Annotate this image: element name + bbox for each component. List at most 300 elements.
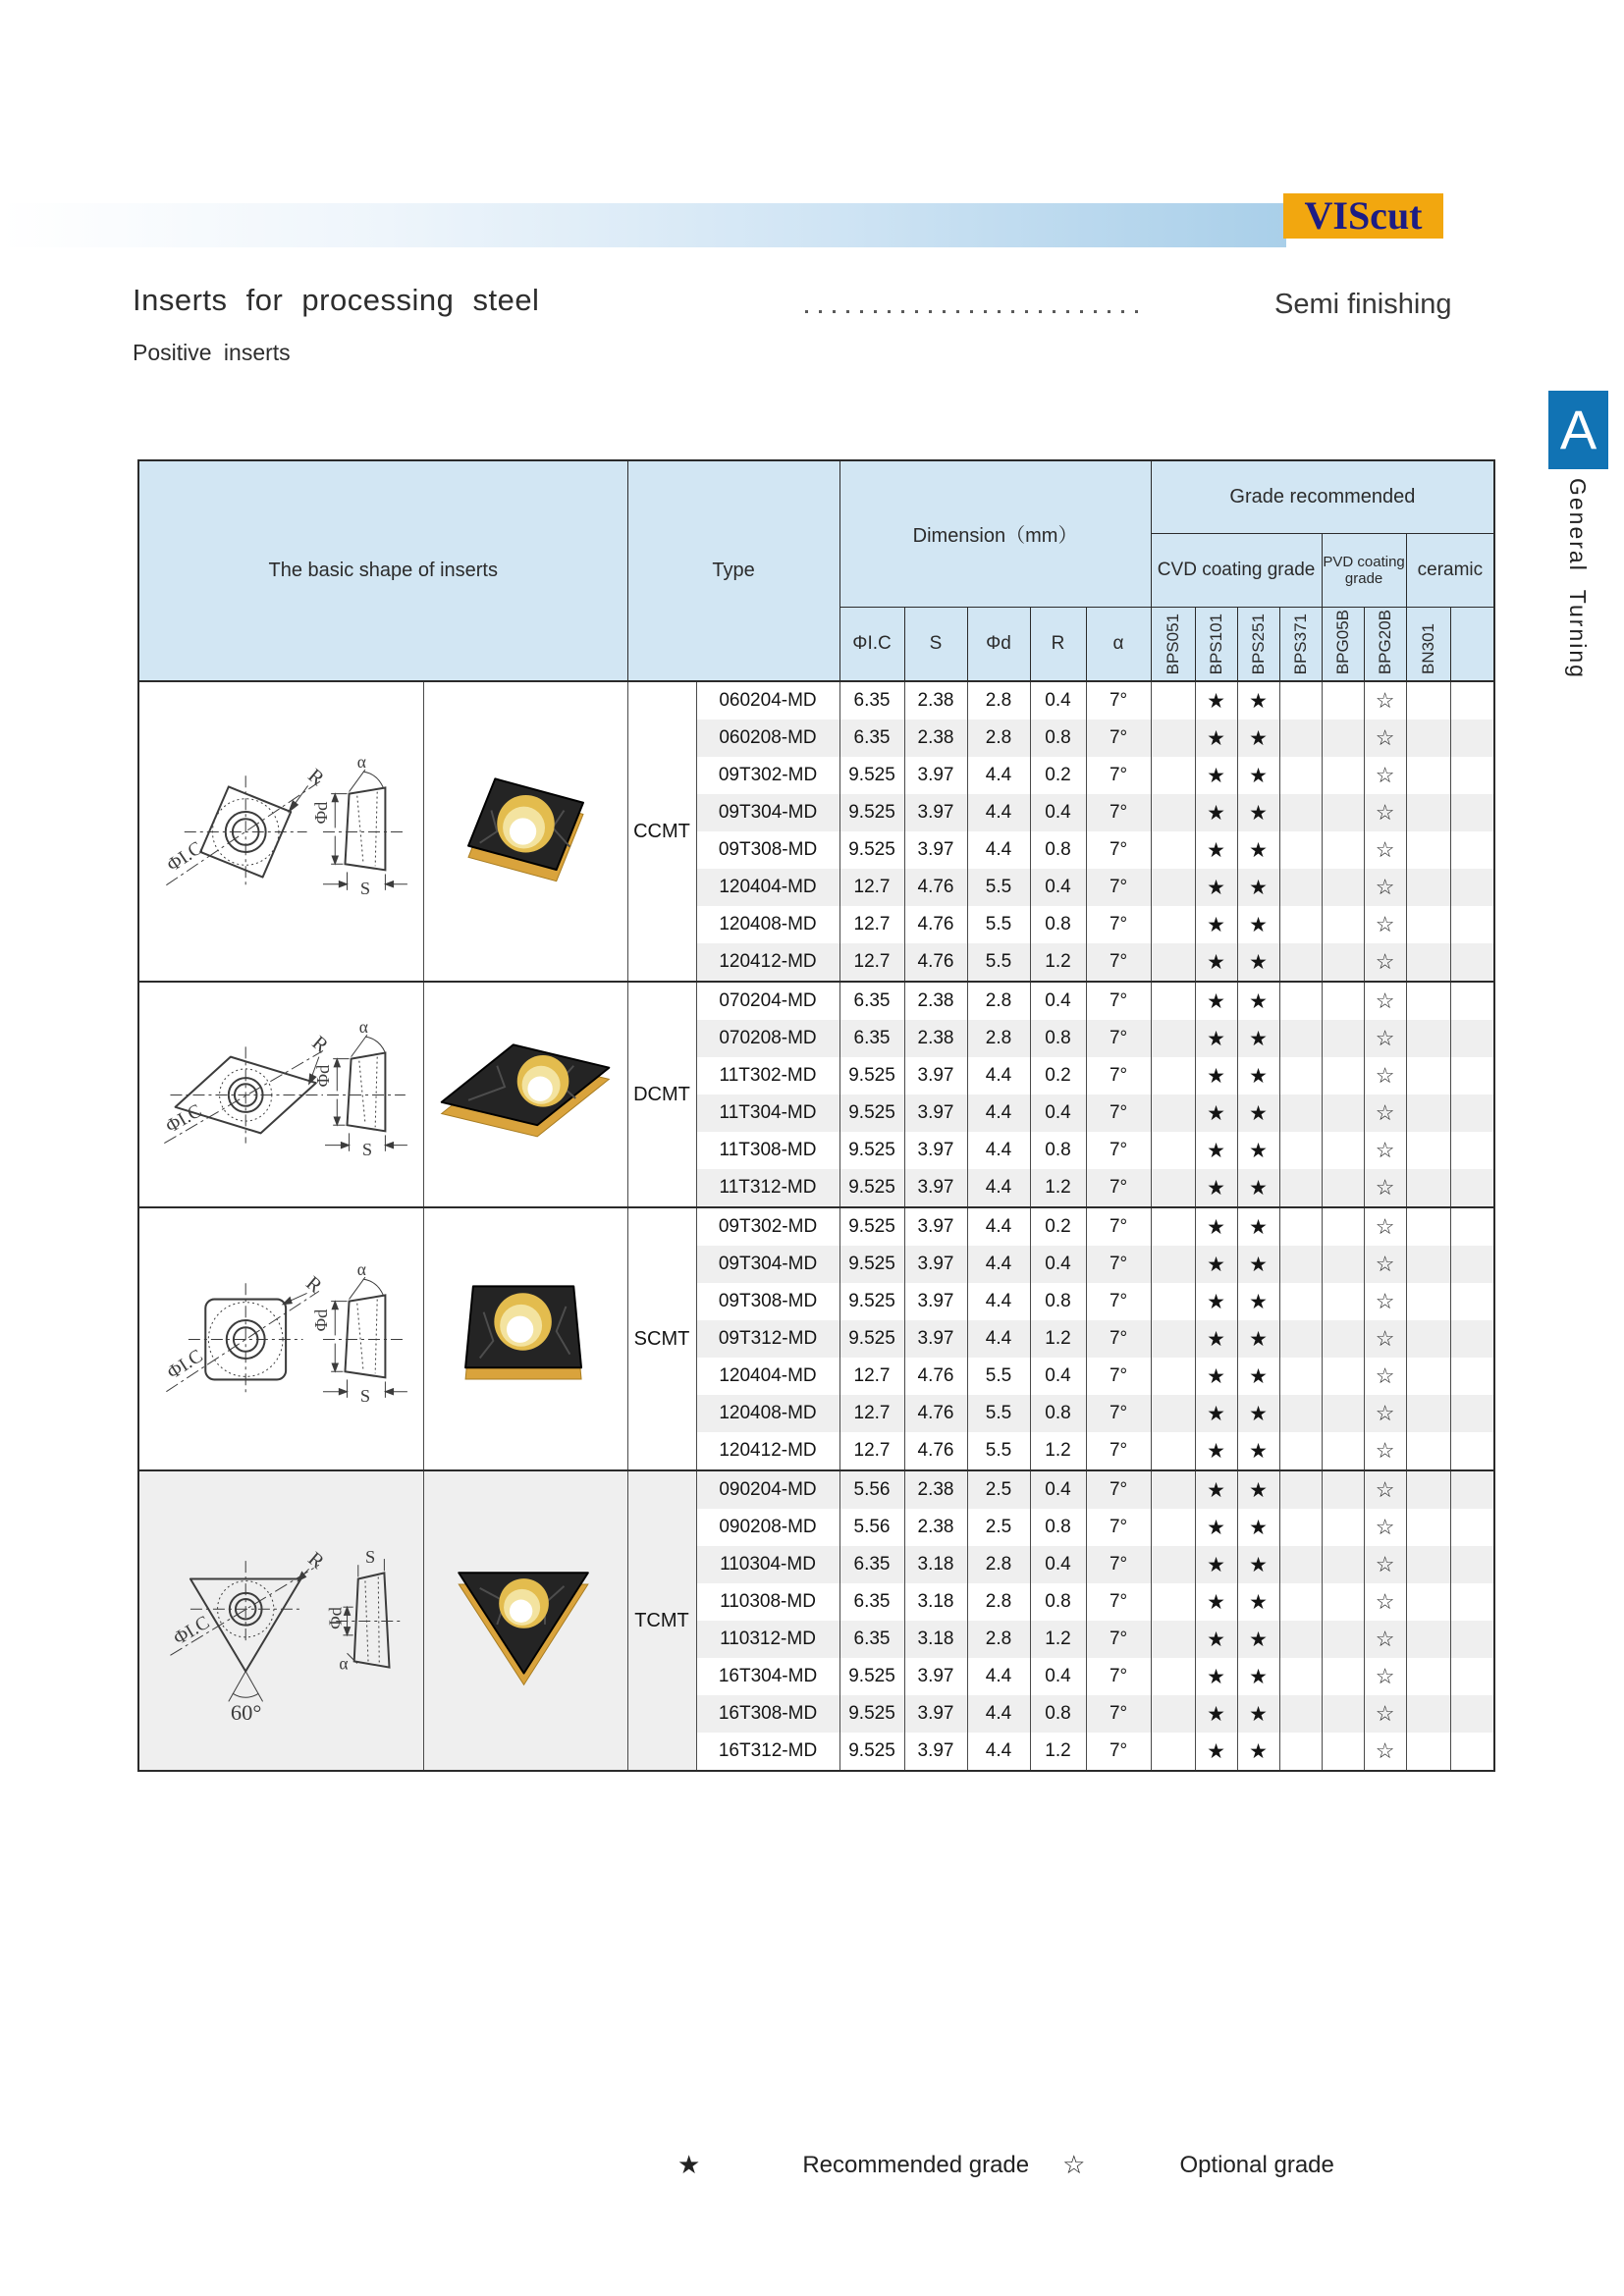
recommended-star-mark: ★ [1195, 1057, 1237, 1095]
grade-cell-empty [1406, 869, 1450, 906]
optional-star-mark: ☆ [1364, 1695, 1406, 1733]
svg-text:R: R [301, 1271, 327, 1298]
dim-cell: 7° [1086, 1432, 1151, 1470]
grade-cell-empty [1279, 757, 1322, 794]
dim-cell: 9.525 [839, 1283, 904, 1320]
dim-cell: 2.38 [904, 1509, 967, 1546]
dim-cell: 2.8 [967, 720, 1030, 757]
grade-cell-empty [1322, 982, 1364, 1020]
recommended-star-mark: ★ [1237, 869, 1279, 906]
recommended-star-mark: ★ [1195, 982, 1237, 1020]
recommended-star-mark: ★ [1195, 1432, 1237, 1470]
dim-cell: 3.97 [904, 1733, 967, 1771]
optional-star-mark: ☆ [1364, 1395, 1406, 1432]
dim-col-4: α [1086, 607, 1151, 681]
grade-cell-empty [1322, 757, 1364, 794]
grade-cell-empty [1279, 1320, 1322, 1358]
group-label-SCMT: SCMT [627, 1207, 696, 1470]
grade-cell-empty [1450, 906, 1494, 943]
optional-star-mark: ☆ [1364, 1057, 1406, 1095]
table-row [138, 1470, 1494, 1509]
dim-cell: 3.97 [904, 1320, 967, 1358]
recommended-star-mark: ★ [1237, 794, 1279, 831]
grade-cell-empty [1279, 1246, 1322, 1283]
grade-cell-empty [1322, 1395, 1364, 1432]
dim-cell: 4.4 [967, 1057, 1030, 1095]
dim-cell: 0.8 [1030, 1020, 1086, 1057]
dim-cell: 4.4 [967, 1733, 1030, 1771]
svg-text:S: S [360, 878, 371, 898]
optional-star-mark: ☆ [1364, 1320, 1406, 1358]
type-cell: 120408-MD [696, 1395, 839, 1432]
grade-cell-empty [1406, 1057, 1450, 1095]
recommended-star-mark: ★ [1195, 1020, 1237, 1057]
grade-cell-empty [1450, 982, 1494, 1020]
grade-cell-empty [1450, 1395, 1494, 1432]
dim-cell: 0.4 [1030, 1546, 1086, 1583]
scmt-diagram-cell [138, 1207, 423, 1470]
dim-cell: 12.7 [839, 1395, 904, 1432]
optional-star-mark: ☆ [1364, 1583, 1406, 1621]
grade-cell-empty [1279, 1695, 1322, 1733]
col-pvd-grade: PVD coating grade [1322, 533, 1406, 607]
grade-cell-empty [1279, 1509, 1322, 1546]
dim-cell: 7° [1086, 1621, 1151, 1658]
group-label-CCMT: CCMT [627, 681, 696, 982]
grade-cell-empty [1450, 1470, 1494, 1509]
grade-cell-empty [1450, 1169, 1494, 1207]
type-cell: 09T302-MD [696, 757, 839, 794]
page-subtitle: Positive inserts [133, 340, 291, 365]
recommended-star-mark: ★ [1237, 1509, 1279, 1546]
dim-cell: 7° [1086, 1095, 1151, 1132]
recommended-star-mark: ★ [1195, 1283, 1237, 1320]
dim-cell: 2.8 [967, 1621, 1030, 1658]
dim-cell: 9.525 [839, 757, 904, 794]
dim-cell: 4.4 [967, 1658, 1030, 1695]
col-cvd-grade: CVD coating grade [1151, 533, 1322, 607]
dim-cell: 12.7 [839, 1432, 904, 1470]
dcmt-insert-photo [430, 1018, 622, 1171]
type-cell: 09T304-MD [696, 794, 839, 831]
grade-cell-empty [1151, 1246, 1195, 1283]
type-cell: 09T312-MD [696, 1320, 839, 1358]
grade-cell-empty [1406, 1246, 1450, 1283]
dim-cell: 4.76 [904, 1432, 967, 1470]
grade-col-label: BPG05B [1333, 609, 1353, 674]
dim-cell: 3.97 [904, 1169, 967, 1207]
recommended-star-mark: ★ [1195, 794, 1237, 831]
grade-cell-empty [1279, 681, 1322, 720]
optional-star-mark: ☆ [1364, 1470, 1406, 1509]
recommended-star-mark: ★ [1237, 1733, 1279, 1771]
recommended-star-mark: ★ [1237, 1169, 1279, 1207]
type-cell: 120408-MD [696, 906, 839, 943]
dim-col-2: Φd [967, 607, 1030, 681]
grade-cell-empty [1279, 1621, 1322, 1658]
grade-cell-empty [1406, 1169, 1450, 1207]
grade-cell-empty [1279, 1283, 1322, 1320]
grade-cell-empty [1406, 757, 1450, 794]
type-cell: 090208-MD [696, 1509, 839, 1546]
dim-cell: 3.97 [904, 1695, 967, 1733]
svg-text:ΦI.C: ΦI.C [170, 1612, 214, 1649]
optional-star-mark: ☆ [1364, 794, 1406, 831]
grade-cell-empty [1450, 1621, 1494, 1658]
dim-cell: 2.5 [967, 1509, 1030, 1546]
grade-cell-empty [1151, 1320, 1195, 1358]
grade-cell-empty [1406, 1020, 1450, 1057]
grade-cell-empty [1279, 1658, 1322, 1695]
dim-cell: 0.4 [1030, 794, 1086, 831]
recommended-star-mark: ★ [1237, 720, 1279, 757]
type-cell: 060204-MD [696, 681, 839, 720]
grade-col-BPS371 [1279, 607, 1322, 681]
grade-cell-empty [1322, 1132, 1364, 1169]
type-cell: 11T302-MD [696, 1057, 839, 1095]
dim-col-1: S [904, 607, 967, 681]
type-cell: 120412-MD [696, 943, 839, 982]
dim-cell: 3.18 [904, 1583, 967, 1621]
grade-cell-empty [1322, 869, 1364, 906]
grade-col-label: BPS371 [1291, 613, 1311, 674]
grade-cell-empty [1279, 1733, 1322, 1771]
grade-cell-empty [1151, 1583, 1195, 1621]
grade-cell-empty [1151, 1621, 1195, 1658]
grade-cell-empty [1151, 681, 1195, 720]
grade-cell-empty [1279, 906, 1322, 943]
dim-cell: 4.4 [967, 1095, 1030, 1132]
dim-cell: 12.7 [839, 943, 904, 982]
optional-star-mark: ☆ [1364, 906, 1406, 943]
grade-cell-empty [1279, 1169, 1322, 1207]
dim-cell: 7° [1086, 1395, 1151, 1432]
dim-cell: 7° [1086, 1695, 1151, 1733]
grade-cell-empty [1406, 1207, 1450, 1246]
dim-cell: 2.8 [967, 681, 1030, 720]
dim-cell: 5.56 [839, 1509, 904, 1546]
optional-star-mark: ☆ [1364, 1207, 1406, 1246]
grade-cell-empty [1322, 1546, 1364, 1583]
dim-cell: 0.8 [1030, 1132, 1086, 1169]
type-cell: 11T308-MD [696, 1132, 839, 1169]
optional-star-mark: ☆ [1364, 831, 1406, 869]
dim-cell: 5.56 [839, 1470, 904, 1509]
dim-cell: 3.18 [904, 1546, 967, 1583]
svg-text:S: S [362, 1139, 373, 1159]
dim-cell: 7° [1086, 831, 1151, 869]
tcmt-drawing [150, 1521, 411, 1722]
dim-cell: 4.76 [904, 906, 967, 943]
tcmt-photo-cell [423, 1470, 627, 1771]
dim-cell: 0.4 [1030, 1095, 1086, 1132]
svg-text:α: α [357, 752, 367, 772]
recommended-star-mark: ★ [1195, 1621, 1237, 1658]
dim-cell: 4.4 [967, 794, 1030, 831]
dim-cell: 7° [1086, 1020, 1151, 1057]
recommended-star-mark: ★ [1237, 1621, 1279, 1658]
table-header [138, 460, 1494, 681]
grade-cell-empty [1322, 1583, 1364, 1621]
table-row [138, 1207, 1494, 1246]
dim-cell: 5.5 [967, 869, 1030, 906]
dim-cell: 0.8 [1030, 1509, 1086, 1546]
recommended-star-mark: ★ [1195, 1509, 1237, 1546]
optional-star-mark: ☆ [1364, 943, 1406, 982]
svg-text:60°: 60° [231, 1699, 262, 1722]
grade-cell-empty [1151, 1658, 1195, 1695]
recommended-star-mark: ★ [1237, 1132, 1279, 1169]
col-ceramic: ceramic [1406, 533, 1494, 607]
grade-col-BPS101 [1195, 607, 1237, 681]
grade-cell-empty [1279, 1546, 1322, 1583]
grade-cell-empty [1279, 982, 1322, 1020]
grade-cell-empty [1322, 831, 1364, 869]
type-cell: 120412-MD [696, 1432, 839, 1470]
dim-cell: 0.8 [1030, 831, 1086, 869]
grade-cell-empty [1406, 1395, 1450, 1432]
grade-cell-empty [1151, 1095, 1195, 1132]
type-cell: 090204-MD [696, 1470, 839, 1509]
grade-cell-empty [1406, 1733, 1450, 1771]
optional-star-mark: ☆ [1364, 1358, 1406, 1395]
svg-text:ΦI.C: ΦI.C [164, 1345, 207, 1384]
dim-cell: 7° [1086, 1057, 1151, 1095]
ccmt-photo-cell [423, 681, 627, 982]
type-cell: 16T308-MD [696, 1695, 839, 1733]
grade-cell-empty [1322, 1695, 1364, 1733]
type-cell: 060208-MD [696, 720, 839, 757]
dim-cell: 2.8 [967, 1020, 1030, 1057]
dim-cell: 1.2 [1030, 1621, 1086, 1658]
dim-cell: 7° [1086, 1658, 1151, 1695]
grade-cell-empty [1322, 1246, 1364, 1283]
optional-star-mark: ☆ [1364, 1020, 1406, 1057]
grade-cell-empty [1406, 1621, 1450, 1658]
grade-cell-empty [1279, 1395, 1322, 1432]
dim-cell: 0.2 [1030, 1057, 1086, 1095]
type-cell: 110308-MD [696, 1583, 839, 1621]
dim-cell: 7° [1086, 869, 1151, 906]
grade-cell-empty [1450, 1132, 1494, 1169]
recommended-star-mark: ★ [1195, 1583, 1237, 1621]
dim-cell: 12.7 [839, 869, 904, 906]
svg-text:ΦI.C: ΦI.C [163, 837, 207, 877]
recommended-star-mark: ★ [1195, 1132, 1237, 1169]
dim-cell: 2.8 [967, 982, 1030, 1020]
dim-cell: 0.4 [1030, 869, 1086, 906]
dim-cell: 6.35 [839, 1621, 904, 1658]
dim-cell: 7° [1086, 681, 1151, 720]
dim-cell: 4.4 [967, 757, 1030, 794]
grade-cell-empty [1151, 1057, 1195, 1095]
optional-star-mark: ☆ [1364, 1283, 1406, 1320]
dim-cell: 7° [1086, 1207, 1151, 1246]
dim-cell: 0.4 [1030, 1246, 1086, 1283]
tcmt-diagram-cell [138, 1470, 423, 1771]
recommended-star-mark: ★ [1237, 1583, 1279, 1621]
svg-text:ΦI.C: ΦI.C [162, 1099, 206, 1138]
recommended-star-mark: ★ [1237, 943, 1279, 982]
dim-cell: 9.525 [839, 1132, 904, 1169]
dim-cell: 7° [1086, 757, 1151, 794]
grade-cell-empty [1406, 1320, 1450, 1358]
grade-col-BPG05B [1322, 607, 1364, 681]
dim-cell: 0.4 [1030, 982, 1086, 1020]
grade-cell-empty [1322, 1358, 1364, 1395]
grade-cell-empty [1406, 943, 1450, 982]
inserts-table [137, 459, 1493, 1772]
grade-cell-empty [1279, 1057, 1322, 1095]
dim-cell: 7° [1086, 1320, 1151, 1358]
dim-cell: 6.35 [839, 720, 904, 757]
grade-cell-empty [1322, 1320, 1364, 1358]
grade-cell-empty [1406, 1432, 1450, 1470]
grade-cell-empty [1450, 943, 1494, 982]
svg-text:R: R [307, 1031, 333, 1057]
group-label-DCMT: DCMT [627, 982, 696, 1207]
dim-cell: 0.2 [1030, 757, 1086, 794]
ccmt-diagram-cell [138, 681, 423, 982]
dim-cell: 6.35 [839, 982, 904, 1020]
grade-cell-empty [1450, 1020, 1494, 1057]
dim-cell: 7° [1086, 1583, 1151, 1621]
recommended-star-mark: ★ [1237, 1358, 1279, 1395]
table-body [138, 681, 1494, 1771]
grade-col-BPG20B [1364, 607, 1406, 681]
dim-cell: 0.4 [1030, 1470, 1086, 1509]
grade-cell-empty [1151, 720, 1195, 757]
grade-cell-empty [1151, 1695, 1195, 1733]
grade-col-BN301 [1406, 607, 1450, 681]
recommended-star-mark: ★ [1237, 1395, 1279, 1432]
grade-cell-empty [1450, 1246, 1494, 1283]
recommended-star-mark: ★ [1195, 720, 1237, 757]
dim-cell: 4.4 [967, 1246, 1030, 1283]
grade-cell-empty [1322, 1095, 1364, 1132]
grade-cell-empty [1151, 1395, 1195, 1432]
grade-cell-empty [1151, 943, 1195, 982]
grade-cell-empty [1322, 1658, 1364, 1695]
brand-logo-text: VIScut [1304, 193, 1423, 238]
grade-cell-empty [1151, 1358, 1195, 1395]
grade-cell-empty [1322, 1283, 1364, 1320]
grade-cell-empty [1322, 1509, 1364, 1546]
svg-text:S: S [360, 1385, 371, 1406]
grade-cell-empty [1406, 1358, 1450, 1395]
grade-cell-empty [1151, 794, 1195, 831]
dim-cell: 7° [1086, 720, 1151, 757]
dim-cell: 3.97 [904, 1658, 967, 1695]
optional-star-mark: ☆ [1364, 1169, 1406, 1207]
grade-cell-empty [1450, 720, 1494, 757]
grade-cell-empty [1450, 1057, 1494, 1095]
dim-cell: 1.2 [1030, 943, 1086, 982]
recommended-star-mark: ★ [1195, 1470, 1237, 1509]
dim-cell: 4.4 [967, 1283, 1030, 1320]
dim-cell: 6.35 [839, 1546, 904, 1583]
svg-text:Φd: Φd [311, 801, 332, 824]
optional-star-mark: ☆ [1364, 681, 1406, 720]
grade-legend [677, 2150, 1334, 2180]
recommended-star-mark: ★ [1195, 1169, 1237, 1207]
grade-cell-empty [1450, 1207, 1494, 1246]
grade-cell-empty [1279, 1583, 1322, 1621]
grade-col-label: BPS051 [1164, 613, 1183, 674]
recommended-star-mark: ★ [1195, 906, 1237, 943]
grade-cell-empty [1322, 1207, 1364, 1246]
dim-cell: 0.8 [1030, 1395, 1086, 1432]
dim-cell: 9.525 [839, 1207, 904, 1246]
dim-cell: 9.525 [839, 1057, 904, 1095]
grade-cell-empty [1450, 1695, 1494, 1733]
type-cell: 070208-MD [696, 1020, 839, 1057]
grade-cell-empty [1279, 720, 1322, 757]
grade-cell-empty [1450, 1509, 1494, 1546]
grade-cell-empty [1406, 982, 1450, 1020]
dim-cell: 7° [1086, 1283, 1151, 1320]
grade-col-BPS251 [1237, 607, 1279, 681]
finishing-label: Semi finishing [1274, 289, 1452, 320]
recommended-star-mark: ★ [1195, 757, 1237, 794]
grade-col-label: BN301 [1419, 623, 1438, 674]
dim-cell: 0.8 [1030, 906, 1086, 943]
dim-cell: 7° [1086, 1546, 1151, 1583]
grade-cell-empty [1450, 831, 1494, 869]
grade-cell-empty [1450, 1583, 1494, 1621]
optional-star-mark: ☆ [1364, 1132, 1406, 1169]
grade-cell-empty [1279, 1020, 1322, 1057]
table-row [138, 982, 1494, 1020]
grade-cell-empty [1450, 681, 1494, 720]
grade-cell-empty [1279, 1207, 1322, 1246]
grade-cell-empty [1279, 831, 1322, 869]
section-label-vertical: General Turning [1565, 478, 1591, 679]
dim-cell: 0.8 [1030, 720, 1086, 757]
optional-star-mark: ☆ [1364, 1095, 1406, 1132]
dim-cell: 7° [1086, 1733, 1151, 1771]
dim-cell: 4.4 [967, 1132, 1030, 1169]
grade-cell-empty [1406, 1546, 1450, 1583]
dim-cell: 3.97 [904, 1283, 967, 1320]
grade-cell-empty [1406, 1583, 1450, 1621]
grade-cell-empty [1279, 1095, 1322, 1132]
grade-cell-empty [1151, 831, 1195, 869]
dim-cell: 12.7 [839, 1358, 904, 1395]
optional-star-mark: ☆ [1364, 869, 1406, 906]
dim-cell: 7° [1086, 1509, 1151, 1546]
grade-col-label: BPG20B [1376, 609, 1395, 674]
dim-cell: 3.97 [904, 794, 967, 831]
dim-cell: 6.35 [839, 681, 904, 720]
dim-cell: 3.97 [904, 1132, 967, 1169]
recommended-star-mark: ★ [1237, 757, 1279, 794]
dim-cell: 3.97 [904, 1246, 967, 1283]
grade-cell-empty [1450, 1358, 1494, 1395]
scmt-insert-photo [430, 1262, 622, 1415]
grade-cell-empty [1322, 943, 1364, 982]
dim-cell: 4.76 [904, 1395, 967, 1432]
grade-cell-empty [1322, 906, 1364, 943]
recommended-star-mark: ★ [1195, 1395, 1237, 1432]
grade-cell-empty [1406, 1470, 1450, 1509]
type-cell: 120404-MD [696, 1358, 839, 1395]
grade-cell-empty [1322, 1733, 1364, 1771]
dim-col-0: ΦI.C [839, 607, 904, 681]
dim-cell: 4.4 [967, 1169, 1030, 1207]
dim-cell: 9.525 [839, 1658, 904, 1695]
ccmt-insert-photo [430, 755, 622, 908]
